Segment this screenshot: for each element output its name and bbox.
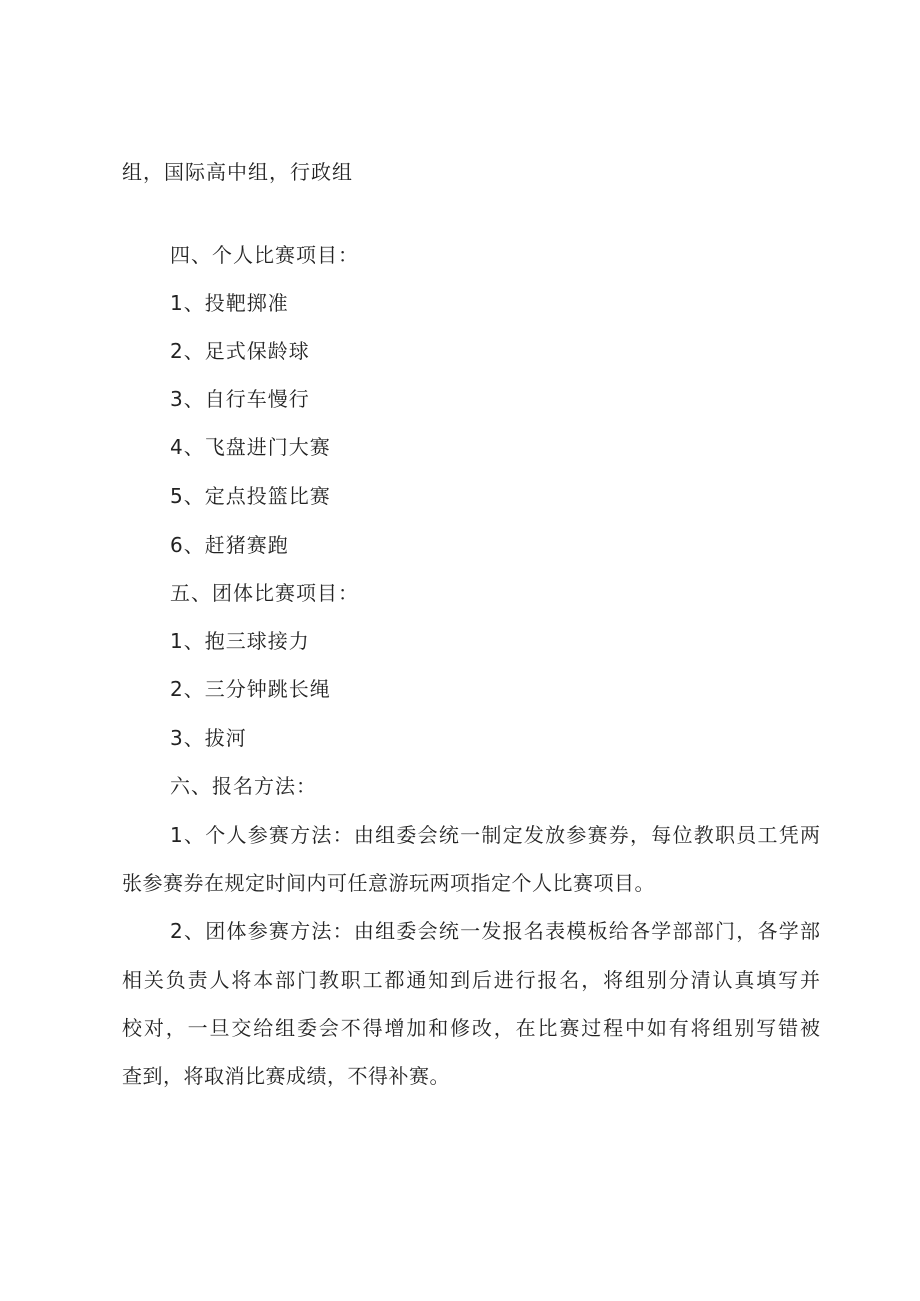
paragraph-team-registration-line: 校对，一旦交给组委会不得增加和修改，在比赛过程中如有将组别写错被 [122,1016,820,1040]
section-heading-individual-events: 四、个人比赛项目： [170,243,359,267]
list-item: 6、赶猪赛跑 [170,533,289,557]
paragraph-individual-registration-line: 张参赛券在规定时间内可任意游玩两项指定个人比赛项目。 [122,871,655,895]
paragraph-team-registration-line: 相关负责人将本部门教职工都通知到后进行报名，将组别分清认真填写并 [122,968,820,992]
paragraph-team-registration-line: 查到，将取消比赛成绩，不得补赛。 [122,1064,450,1088]
list-item: 4、飞盘进门大赛 [170,435,331,459]
list-item: 3、自行车慢行 [170,387,310,411]
paragraph-individual-registration-line: 1、个人参赛方法：由组委会统一制定发放参赛券，每位教职员工凭两 [170,823,820,847]
list-item: 2、三分钟跳长绳 [170,677,331,701]
paragraph-team-registration-line: 2、团体参赛方法：由组委会统一发报名表模板给各学部部门，各学部 [170,919,820,943]
section-heading-registration: 六、报名方法： [170,774,317,798]
continued-text-line: 组，国际高中组，行政组 [122,160,353,184]
list-item: 5、定点投篮比赛 [170,484,331,508]
list-item: 3、拔河 [170,726,247,750]
section-heading-team-events: 五、团体比赛项目： [170,581,359,605]
list-item: 2、足式保龄球 [170,339,310,363]
list-item: 1、抱三球接力 [170,629,310,653]
list-item: 1、投靶掷准 [170,291,289,315]
